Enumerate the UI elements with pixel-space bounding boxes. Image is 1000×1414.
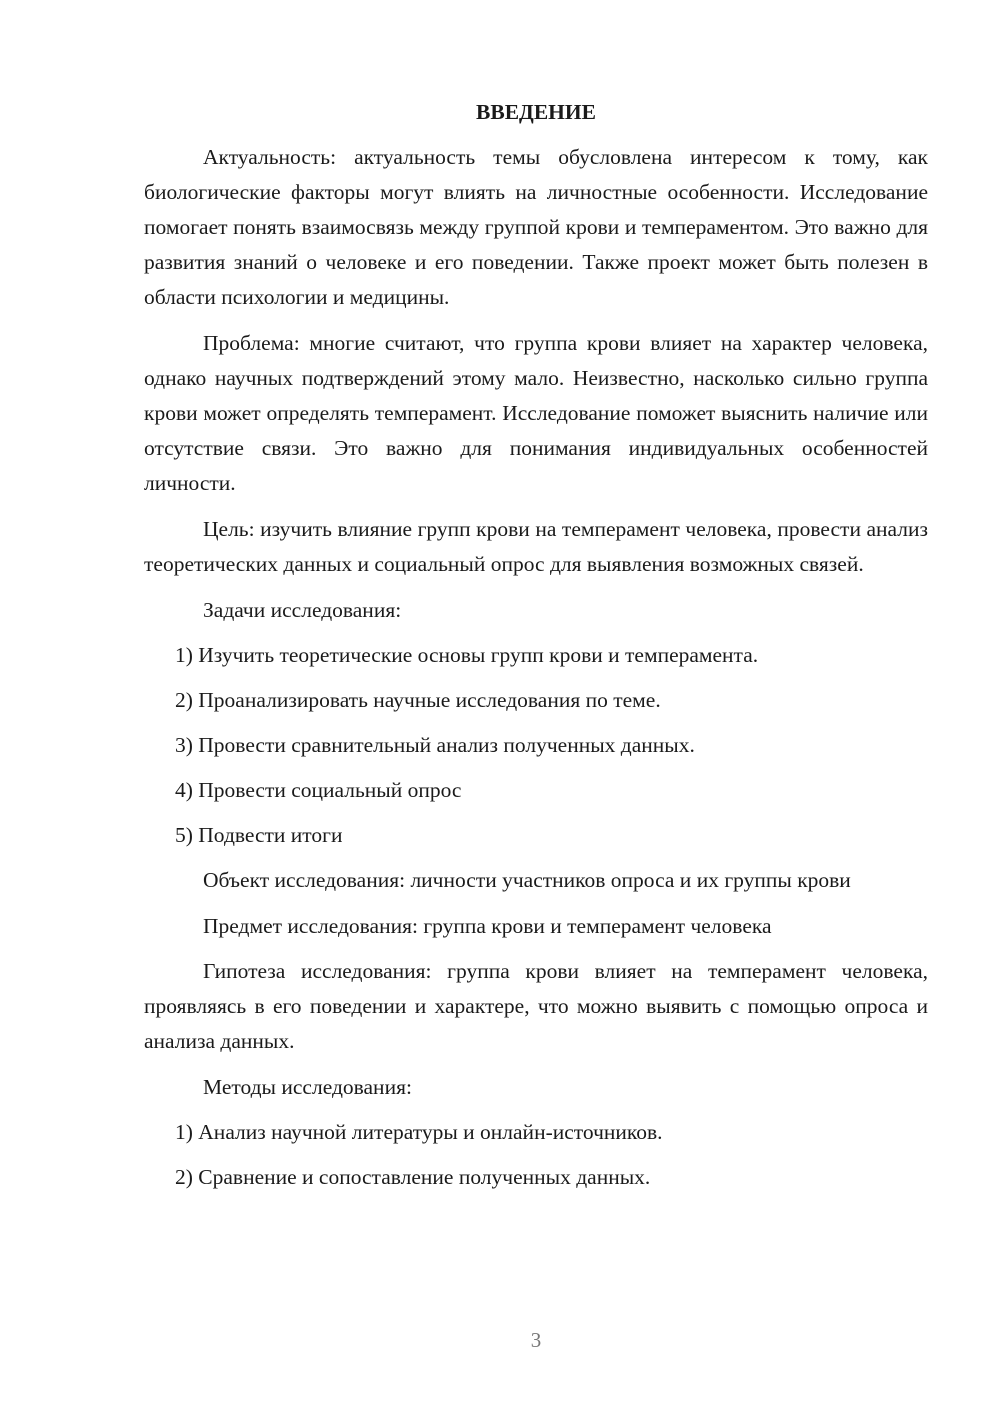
methods-list [144, 1115, 928, 1195]
list-item: 1) Изучить теоретические основы групп крови и темперамента. [175, 643, 759, 667]
list-item: 5) Подвести итоги [175, 823, 343, 847]
list-item: 2) Сравнение и сопоставление полученных данных. [175, 1165, 651, 1189]
goal-paragraph: Цель: изучить влияние групп крови на темперамент человека, провести анализ теоретических данных и социальный опрос для выявления возможных связей. [144, 517, 928, 576]
document-page [144, 95, 928, 1205]
methods-label: Методы исследования: [203, 1075, 412, 1099]
relevance-paragraph: Актуальность: актуальность темы обусловлена интересом к тому, как биологические факторы могут влиять на личностные особенности. Исследование помогает понять взаимосвязь между группой крови и темпераментом. Это важно для развития знаний о человеке и его поведении. Также проект может быть полезен в области психологии и медицины. [144, 145, 928, 309]
list-item: 1) Анализ научной литературы и онлайн-источников. [175, 1120, 663, 1144]
object-paragraph: Объект исследования: личности участников опроса и их группы крови [203, 868, 851, 892]
list-item: 2) Проанализировать научные исследования по теме. [175, 688, 661, 712]
problem-paragraph: Проблема: многие считают, что группа крови влияет на характер человека, однако научных подтверждений этому мало. Неизвестно, насколько сильно группа крови может определять темперамент. Исследование поможет выяснить наличие или отсутствие связи. Это важно для понимания индивидуальных особенностей личности. [144, 331, 928, 495]
hypothesis-paragraph: Гипотеза исследования: группа крови влияет на темперамент человека, проявляясь в его поведении и характере, что можно выявить с помощью опроса и анализа данных. [144, 959, 928, 1053]
page-title: ВВЕДЕНИЕ [476, 100, 596, 124]
list-item: 4) Провести социальный опрос [175, 778, 462, 802]
tasks-label: Задачи исследования: [203, 598, 402, 622]
tasks-list [144, 638, 928, 853]
list-item: 3) Провести сравнительный анализ полученных данных. [175, 733, 695, 757]
page-number: 3 [530, 1328, 542, 1352]
subject-paragraph: Предмет исследования: группа крови и темперамент человека [203, 914, 772, 938]
